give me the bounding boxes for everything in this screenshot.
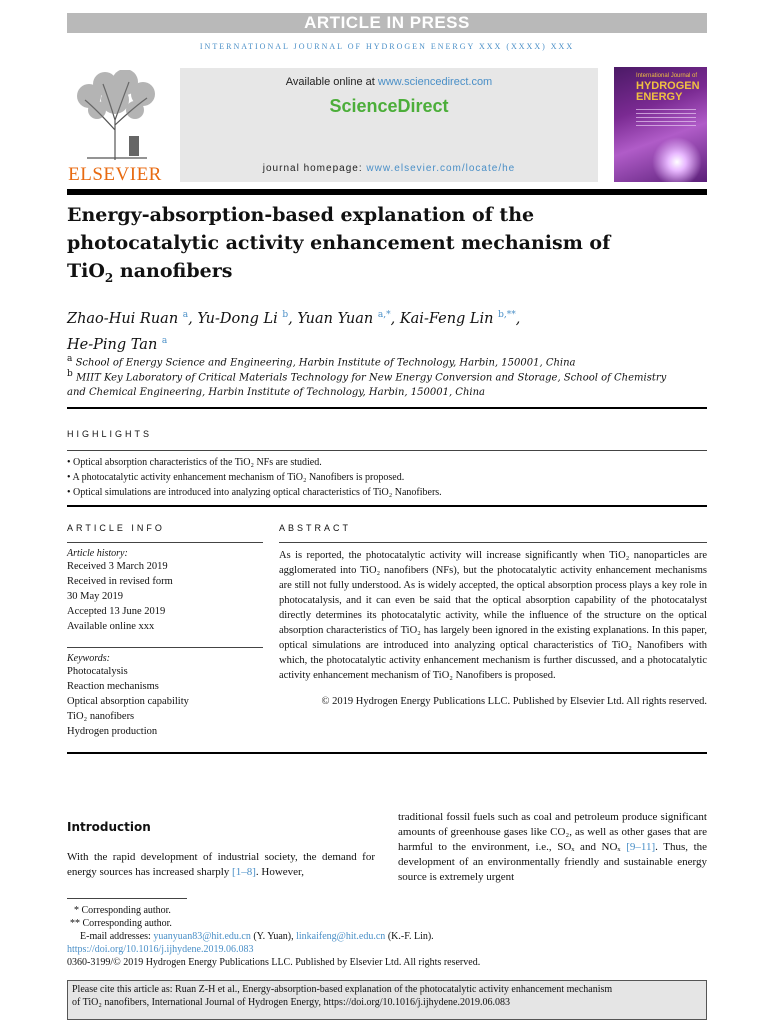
keyword: Optical absorption capability — [67, 696, 189, 707]
introduction-heading: Introduction — [67, 820, 151, 834]
elsevier-wordmark: ELSEVIER — [68, 164, 162, 185]
keywords-list — [67, 653, 267, 739]
sciencedirect-link[interactable]: www.sciencedirect.com — [377, 76, 493, 88]
keywords-label: Keywords: — [67, 653, 110, 664]
intro-left-column: With the rapid development of industrial society, the demand for energy sources has increased sharply [1–8]. However, — [67, 851, 375, 878]
highlights-heading: HIGHLIGHTS — [67, 429, 153, 439]
article-title: Energy-absorption-based explanation of the photocatalytic activity enhancement mechanism of TiO$_2$ nanofibers — [67, 204, 611, 285]
journal-homepage-link[interactable]: www.elsevier.com/locate/he — [366, 163, 516, 174]
available-online-line — [180, 76, 598, 88]
journal-cover-image — [614, 67, 707, 182]
journal-running-header: INTERNATIONAL JOURNAL OF HYDROGEN ENERGY XXX (XXXX) XXX — [199, 42, 575, 51]
article-history: Article history: Received 3 March 2019 Received in revised form 30 May 2019 Accepted 13 June 2019 Available online xxx — [67, 548, 267, 634]
highlights-divider — [67, 450, 707, 451]
author-name[interactable]: Zhao-Hui Ruan — [67, 310, 179, 327]
intro-right-column: traditional fossil fuels such as coal and petroleum produce significant amounts of greenhouse gases like CO₂, as well as other gases that are harmful to the environment, i.e., SOₓ and NOₓ [9–11]. Thus, the development of an environmentally friendly and sustainable energy source is extremely urgent — [398, 811, 708, 883]
sciencedirect-logo: ScienceDirect — [329, 96, 449, 116]
reference-link[interactable]: [9–11] — [626, 841, 656, 853]
keyword: Reaction mechanisms — [67, 681, 159, 692]
cover-title: HYDROGEN ENERGY — [636, 80, 700, 103]
author-name[interactable]: He-Ping Tan — [67, 336, 158, 353]
author-name[interactable]: Yuan Yuan — [297, 310, 374, 327]
section-divider — [67, 752, 707, 754]
abstract-copyright: © 2019 Hydrogen Energy Publications LLC. Published by Elsevier Ltd. All rights reserved. — [321, 696, 707, 707]
abstract-divider — [279, 542, 707, 543]
highlight-item: • A photocatalytic activity enhancement mechanism of TiO₂ Nanofibers is proposed. — [67, 472, 405, 483]
article-info-divider — [67, 542, 263, 543]
keyword: TiO₂ nanofibers — [67, 711, 135, 722]
section-divider — [67, 407, 707, 409]
highlight-item: • Optical simulations are introduced into analyzing optical characteristics of TiO₂ Nanofibers. — [67, 487, 442, 498]
keyword: Hydrogen production — [67, 726, 158, 737]
abstract-heading: ABSTRACT — [279, 523, 352, 533]
reference-link[interactable]: [1–8] — [232, 866, 256, 878]
doi-link-row — [67, 943, 253, 956]
citation-line: of TiO₂ nanofibers, International Journal of Hydrogen Energy, https://doi.org/10.1016/j.ijhydene.2019.06.083 — [72, 997, 510, 1008]
affiliation-b: $^b$ MIIT Key Laboratory of Critical Materials Technology for New Energy Conversion and Storage, School of Chemistry and Chemical Engineering, Harbin Institute of Technology, Harbin, 150001, China — [67, 369, 667, 399]
header-divider — [67, 189, 707, 195]
article-history-label: Article history: — [67, 548, 128, 559]
email-link[interactable]: yuanyuan83@hit.edu.cn — [153, 931, 251, 942]
email-link[interactable]: linkaifeng@hit.edu.cn — [296, 931, 386, 942]
article-info-heading: ARTICLE INFO — [67, 523, 165, 533]
author-list: Zhao-Hui Ruan $^a$, Yu-Dong Li $^b$, Yuan Yuan $^{a,*}$, Kai-Feng Lin $^{b,**}$, He-Ping Tan $^a$ — [67, 310, 521, 353]
abstract-text: As is reported, the photocatalytic activity will increase significantly when TiO₂ nanoparticles are agglomerated into TiO₂ nanofibers (NFs), but the photocatalytic activity enhancement mechanisms are still not fully understood. As is widely accepted, the optical absorption process plays a key role in photocatalysis, and it can even be said that the optical absorption capability of the photocatalyst directly determines its photocatalytic activity, while the influence of the structure on the optical absorption characteristics of TiO₂ has largely been ignored in the existing explanations. In this paper, optical simulations are introduced into analyzing optical characteristics of TiO₂ Nanofibers with which, the photocatalytic activity enhancement mechanism is further discussed, and a photocatalytic activity enhancement mechanism of TiO₂ Nanofibers is proposed. — [279, 550, 707, 681]
doi-link[interactable]: https://doi.org/10.1016/j.ijhydene.2019.06.083 — [67, 944, 254, 955]
journal-homepage-line — [180, 163, 598, 174]
highlight-item: • Optical absorption characteristics of the TiO₂ NFs are studied. — [67, 457, 322, 468]
issn-copyright: 0360-3199/© 2019 Hydrogen Energy Publications LLC. Published by Elsevier Ltd. All rights reserved. — [67, 957, 481, 968]
affiliation-a: $^a$ School of Energy Science and Engineering, Harbin Institute of Technology, Harbin, 150001, China — [67, 354, 576, 369]
keywords-divider — [67, 647, 263, 648]
email-addresses: E-mail addresses: yuanyuan83@hit.edu.cn (Y. Yuan), linkaifeng@hit.edu.cn (K.-F. Lin). — [80, 931, 434, 942]
citation-box — [67, 980, 707, 1020]
footnote-divider — [67, 898, 187, 899]
cover-subtitle: International Journal of — [636, 73, 698, 79]
corresponding-author-note: ** Corresponding author. — [70, 918, 172, 929]
section-divider — [67, 505, 707, 507]
journal-homepage-label: journal homepage: — [262, 163, 367, 174]
author-name[interactable]: Kai-Feng Lin — [399, 310, 494, 327]
available-online-label: Available online at — [285, 76, 378, 88]
author-name[interactable]: Yu-Dong Li — [197, 310, 278, 327]
citation-line: Please cite this article as: Ruan Z-H et al., Energy-absorption-based explanation of the photocatalytic activity enhancement mechanism — [72, 984, 613, 995]
corresponding-author-note: * Corresponding author. — [74, 905, 171, 916]
article-in-press-banner: ARTICLE IN PRESS — [67, 13, 707, 33]
keyword: Photocatalysis — [67, 666, 128, 677]
